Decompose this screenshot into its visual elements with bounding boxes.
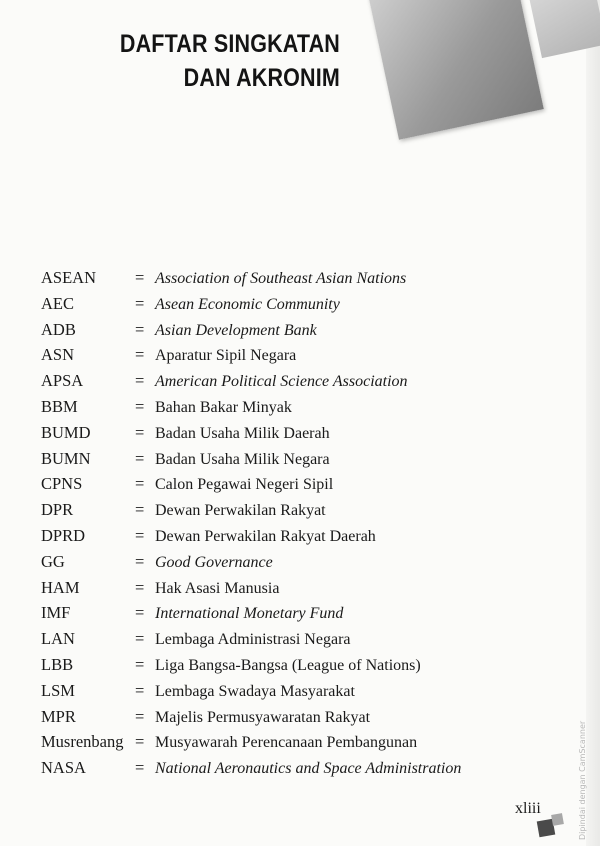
definition: Bahan Bakar Minyak bbox=[155, 398, 292, 416]
equals-sign: = bbox=[135, 448, 145, 468]
list-item bbox=[41, 758, 561, 784]
definition: Badan Usaha Milik Negara bbox=[155, 450, 330, 468]
decorative-square-large bbox=[368, 0, 544, 140]
definition: Calon Pegawai Negeri Sipil bbox=[155, 476, 334, 494]
abbreviation: GG bbox=[41, 551, 65, 571]
list-item bbox=[41, 552, 561, 578]
definition: Asian Development Bank bbox=[155, 321, 317, 339]
list-item bbox=[41, 294, 561, 320]
abbreviation-list bbox=[41, 268, 561, 784]
equals-sign: = bbox=[135, 603, 145, 623]
abbreviation: Musrenbang bbox=[41, 732, 124, 752]
page-title-line-1: DAFTAR SINGKATAN bbox=[119, 30, 341, 58]
list-item bbox=[41, 320, 561, 346]
equals-sign: = bbox=[135, 629, 145, 649]
list-item bbox=[41, 578, 561, 604]
equals-sign: = bbox=[135, 525, 145, 545]
equals-sign: = bbox=[135, 500, 145, 520]
list-item bbox=[41, 268, 561, 294]
abbreviation: MPR bbox=[41, 706, 76, 726]
equals-sign: = bbox=[135, 396, 145, 416]
equals-sign: = bbox=[135, 345, 145, 365]
abbreviation: BUMN bbox=[41, 448, 91, 468]
abbreviation: ADB bbox=[41, 319, 76, 339]
equals-sign: = bbox=[135, 551, 145, 571]
equals-sign: = bbox=[135, 577, 145, 597]
abbreviation: DPR bbox=[41, 500, 74, 520]
page-number: xliii bbox=[515, 800, 541, 817]
definition: Aparatur Sipil Negara bbox=[155, 347, 297, 365]
list-item bbox=[41, 655, 561, 681]
list-item bbox=[41, 449, 561, 475]
abbreviation: IMF bbox=[41, 603, 71, 623]
scanner-watermark: Dipindai dengan CamScanner bbox=[578, 720, 587, 840]
abbreviation: APSA bbox=[41, 371, 84, 391]
definition: Lembaga Swadaya Masyarakat bbox=[155, 682, 355, 700]
abbreviation: BUMD bbox=[41, 422, 91, 442]
definition: International Monetary Fund bbox=[155, 605, 344, 623]
definition: Asean Economic Community bbox=[155, 295, 340, 313]
equals-sign: = bbox=[135, 422, 145, 442]
equals-sign: = bbox=[135, 474, 145, 494]
page-title-line-2: DAN AKRONIM bbox=[183, 64, 340, 92]
equals-sign: = bbox=[135, 758, 145, 778]
abbreviation: CPNS bbox=[41, 474, 83, 494]
list-item bbox=[41, 371, 561, 397]
definition: Good Governance bbox=[155, 553, 273, 571]
abbreviation: HAM bbox=[41, 577, 80, 597]
equals-sign: = bbox=[135, 732, 145, 752]
list-item bbox=[41, 707, 561, 733]
equals-sign: = bbox=[135, 319, 145, 339]
abbreviation: BBM bbox=[41, 396, 78, 416]
definition: Dewan Perwakilan Rakyat Daerah bbox=[155, 527, 376, 545]
equals-sign: = bbox=[135, 680, 145, 700]
abbreviation: LBB bbox=[41, 654, 74, 674]
list-item bbox=[41, 474, 561, 500]
decorative-corner-light bbox=[551, 813, 564, 826]
definition: Lembaga Administrasi Negara bbox=[155, 631, 351, 649]
definition: National Aeronautics and Space Administration bbox=[155, 760, 462, 778]
equals-sign: = bbox=[135, 371, 145, 391]
definition: Liga Bangsa-Bangsa (League of Nations) bbox=[155, 656, 421, 674]
definition: Majelis Permusyawaratan Rakyat bbox=[155, 708, 371, 726]
abbreviation: ASEAN bbox=[41, 268, 97, 287]
definition: Badan Usaha Milik Daerah bbox=[155, 424, 330, 442]
list-item bbox=[41, 526, 561, 552]
list-item bbox=[41, 423, 561, 449]
equals-sign: = bbox=[135, 654, 145, 674]
list-item bbox=[41, 603, 561, 629]
definition: Musyawarah Perencanaan Pembangunan bbox=[155, 734, 418, 752]
definition: American Political Science Association bbox=[155, 373, 408, 391]
abbreviation: DPRD bbox=[41, 525, 86, 545]
list-item bbox=[41, 629, 561, 655]
definition: Dewan Perwakilan Rakyat bbox=[155, 502, 326, 520]
equals-sign: = bbox=[135, 268, 145, 287]
definition: Association of Southeast Asian Nations bbox=[155, 270, 407, 287]
abbreviation: LSM bbox=[41, 680, 75, 700]
list-item bbox=[41, 397, 561, 423]
equals-sign: = bbox=[135, 706, 145, 726]
abbreviation: LAN bbox=[41, 629, 75, 649]
equals-sign: = bbox=[135, 293, 145, 313]
definition: Hak Asasi Manusia bbox=[155, 579, 280, 597]
list-item bbox=[41, 345, 561, 371]
list-item bbox=[41, 732, 561, 758]
abbreviation: AEC bbox=[41, 293, 74, 313]
list-item bbox=[41, 500, 561, 526]
abbreviation: ASN bbox=[41, 345, 75, 365]
abbreviation: NASA bbox=[41, 758, 86, 778]
list-item bbox=[41, 681, 561, 707]
